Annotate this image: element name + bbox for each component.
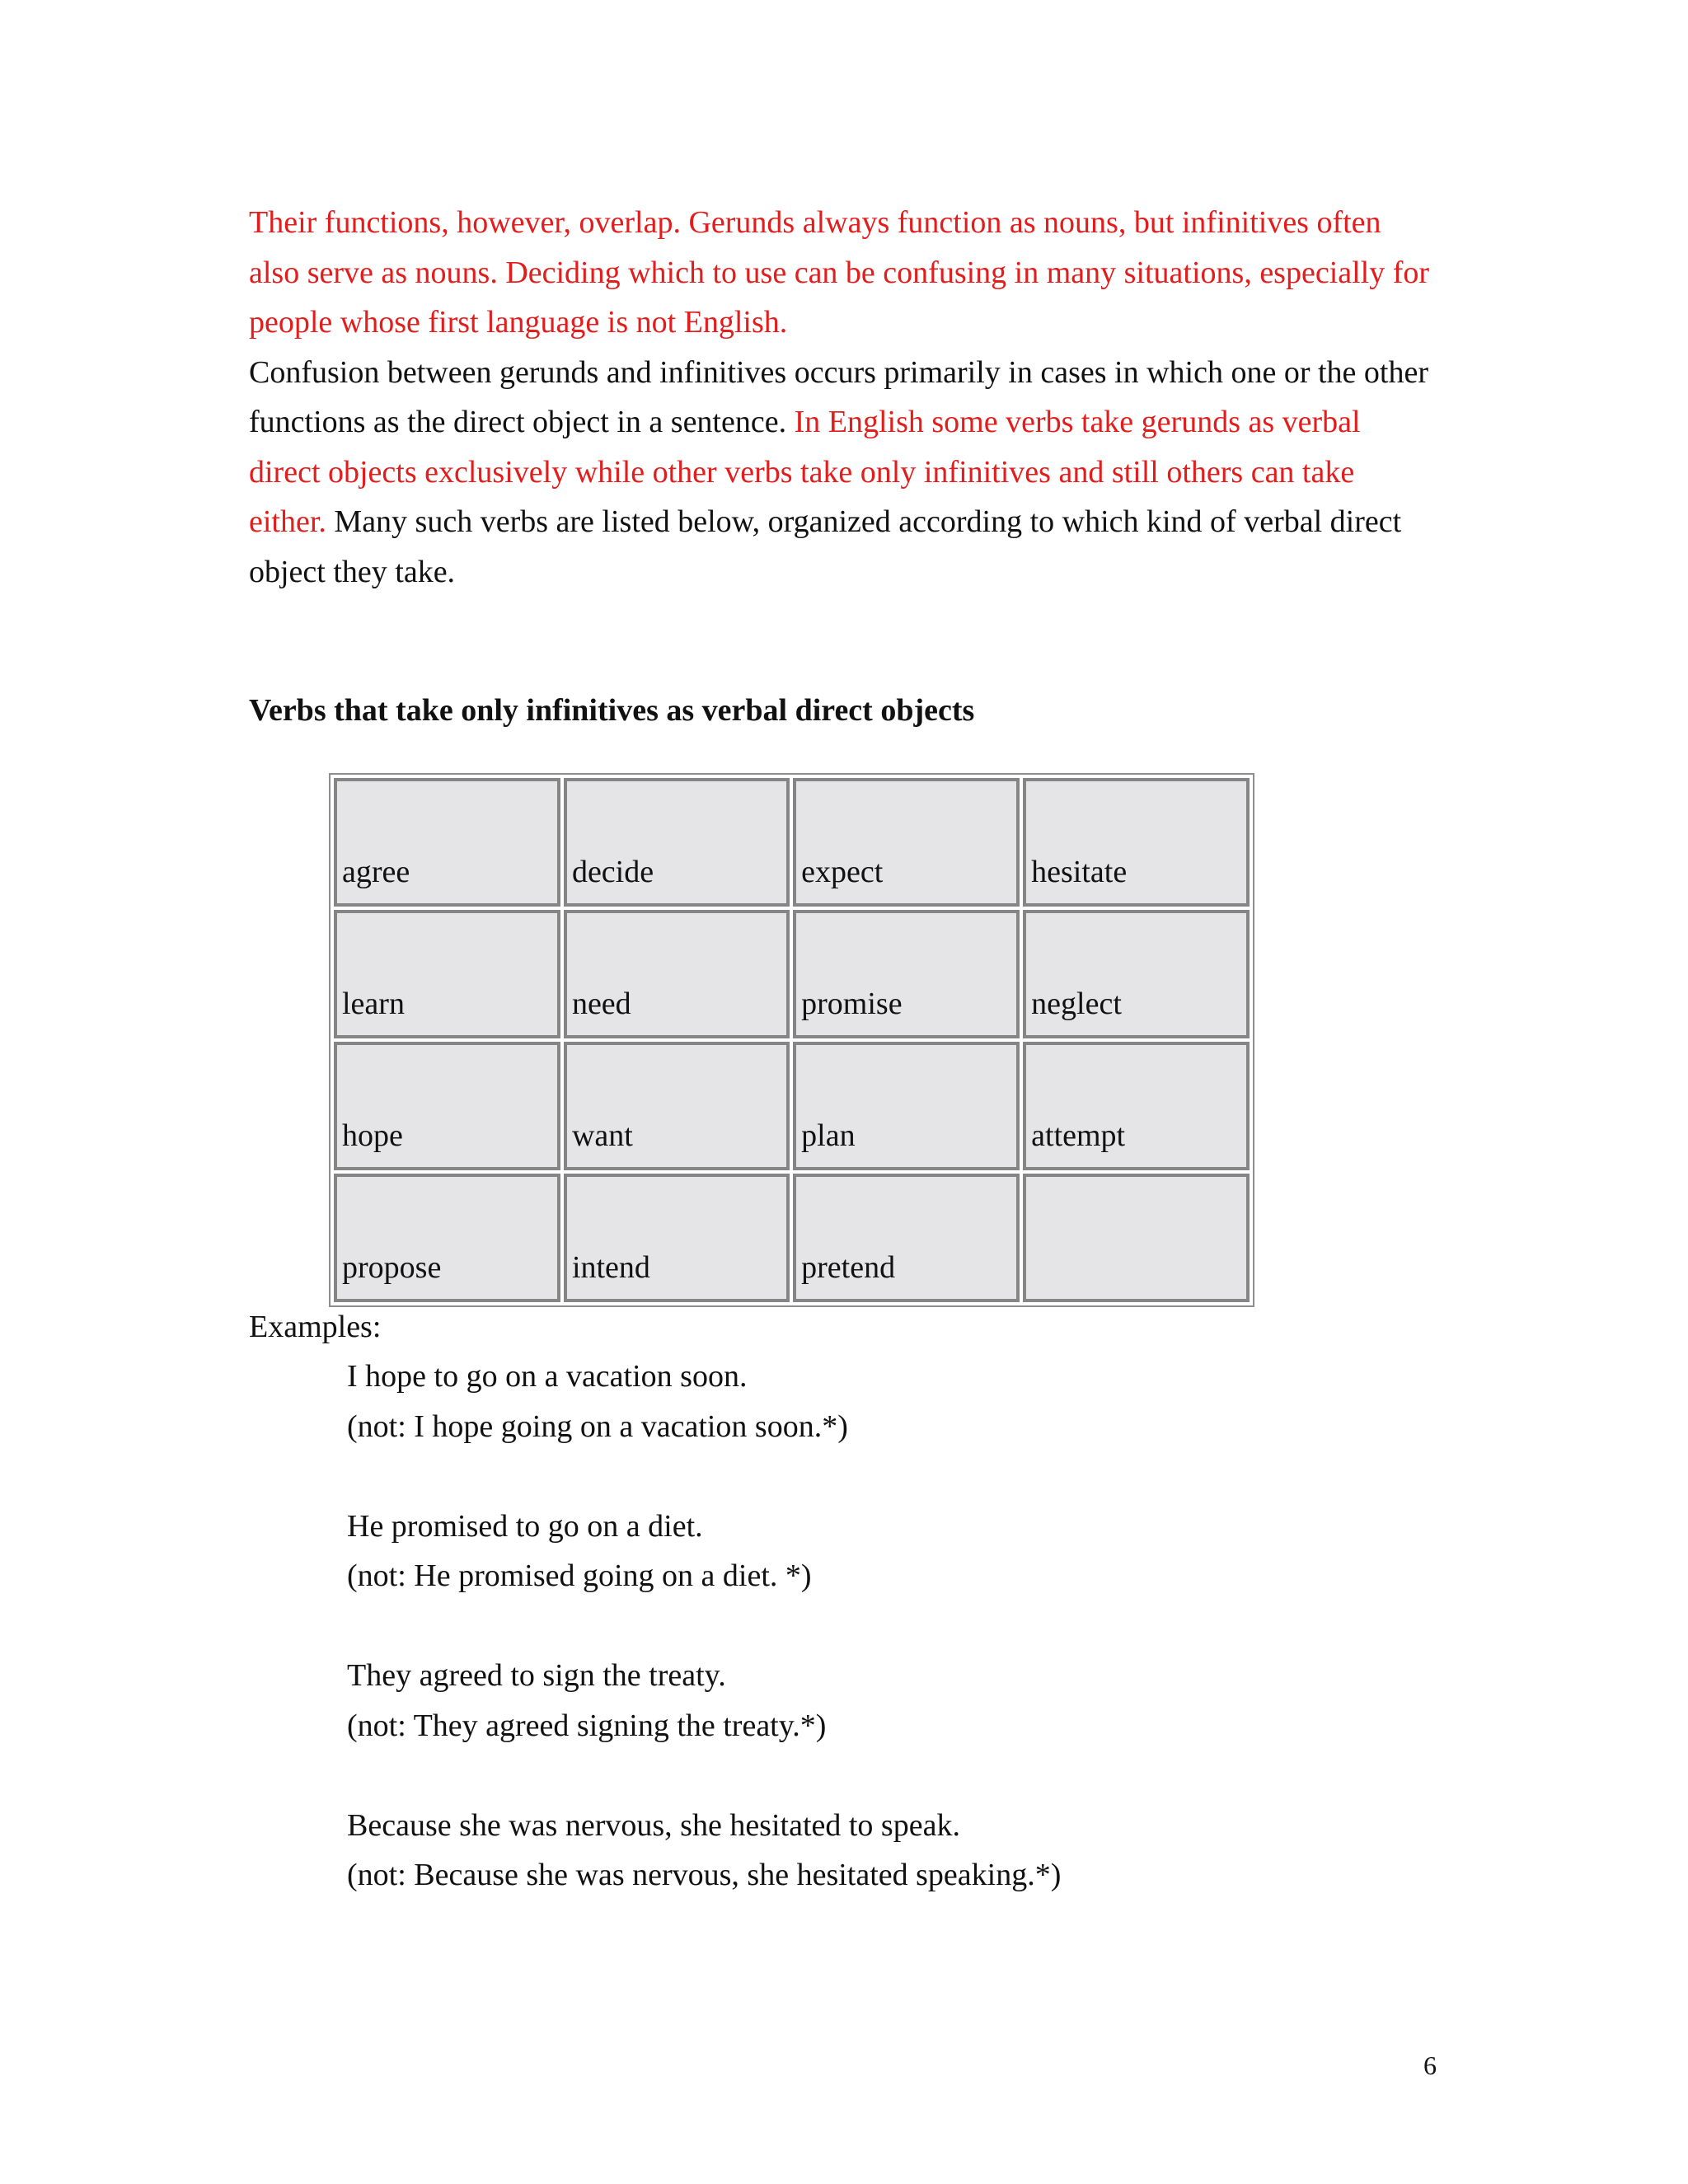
example-sentence: They agreed to sign the treaty. [347,1658,726,1693]
table-cell: neglect [1023,910,1250,1038]
intro-red-text-2: In English some verbs take gerunds as verbal direct objects exclusively while other verbs take only infinitives and still others can take either. [249,405,1361,539]
example-counter: (not: Because she was nervous, she hesitated speaking.*) [347,1858,1062,1892]
intro-paragraph [249,198,1436,597]
example-sentence: Because she was nervous, she hesitated to speak. [347,1807,960,1843]
table-cell: decide [564,778,790,907]
table-cell: promise [793,910,1020,1038]
intro-text-2: Many such verbs are listed below, organized according to which kind of verbal direct object they take. [249,504,1402,589]
table-row [334,1174,1250,1302]
table-row [334,778,1250,907]
examples-list [347,1352,1418,1950]
example-counter: (not: They agreed signing the treaty.*) [347,1708,827,1743]
example-item [347,1651,1418,1750]
verb-table [329,773,1254,1307]
table-cell: want [564,1042,790,1170]
page-number: 6 [1423,2050,1437,2080]
table-cell-empty [1023,1174,1250,1302]
table-cell: attempt [1023,1042,1250,1170]
table-cell: hope [334,1042,560,1170]
table-cell: pretend [793,1174,1020,1302]
example-item [347,1801,1418,1900]
table-row [334,1042,1250,1170]
example-counter: (not: I hope going on a vacation soon.*) [347,1408,848,1444]
section-heading: Verbs that take only infinitives as verbal direct objects [249,693,975,728]
table-cell: agree [334,778,560,907]
intro-text-1: Confusion between gerunds and infinitives occurs primarily in cases in which one or the other functions as the direct object in a sentence. [249,354,1428,439]
example-item [347,1352,1418,1451]
table-cell: learn [334,910,560,1038]
table-cell: hesitate [1023,778,1250,907]
example-counter: (not: He promised going on a diet. *) [347,1558,812,1593]
table-cell: need [564,910,790,1038]
intro-red-text-1: Their functions, however, overlap. Gerunds always function as nouns, but infinitives often also serve as nouns. Deciding which to use can be confusing in many situations, especially for people whose first language is not English. [249,205,1430,340]
examples-label: Examples: [249,1310,382,1344]
table-cell: plan [793,1042,1020,1170]
example-sentence: He promised to go on a diet. [347,1508,703,1544]
table-cell: intend [564,1174,790,1302]
table-row [334,910,1250,1038]
table-cell: propose [334,1174,560,1302]
example-sentence: I hope to go on a vacation soon. [347,1359,748,1394]
example-item [347,1502,1418,1601]
table-cell: expect [793,778,1020,907]
